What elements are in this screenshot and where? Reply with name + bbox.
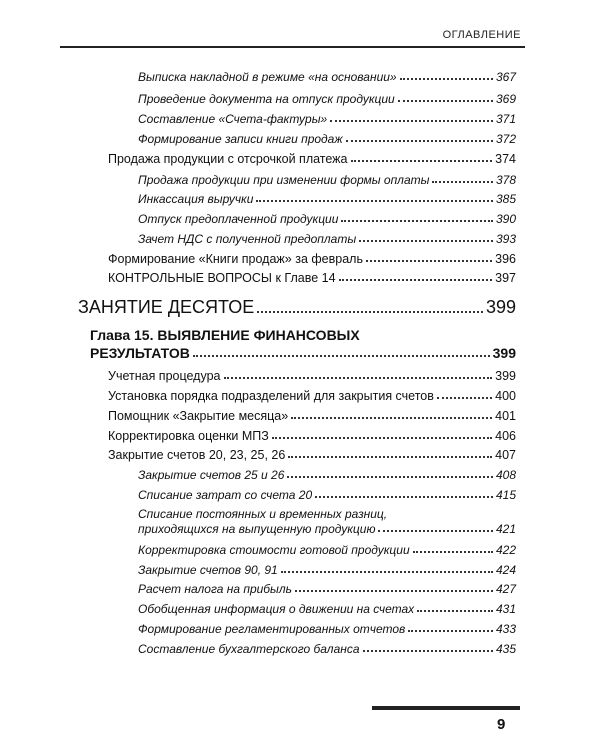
toc-entry-label: Формирование регламентированных отчетов [138, 622, 406, 636]
toc-entry-page: 396 [495, 252, 516, 266]
dot-leader [413, 551, 493, 553]
toc-entry-page: 427 [495, 582, 516, 596]
toc-entry[interactable] [108, 448, 516, 462]
toc-entry-page: 369 [495, 92, 516, 106]
footer-rule [372, 706, 520, 710]
page-number: 9 [497, 716, 506, 733]
toc-entry-label: Расчет налога на прибыль [138, 582, 292, 596]
toc-chapter-label: РЕЗУЛЬТАТОВ [90, 345, 190, 361]
toc-entry-label: Корректировка стоимости готовой продукции [138, 543, 410, 557]
dot-leader [398, 100, 493, 102]
dot-leader [359, 240, 493, 242]
toc-entry-page: 406 [495, 429, 516, 443]
dot-leader [291, 417, 492, 419]
toc-entry[interactable] [138, 563, 516, 577]
toc-entry[interactable] [138, 642, 516, 656]
toc-entry[interactable] [108, 252, 516, 266]
dot-leader [346, 140, 493, 142]
dot-leader [341, 220, 493, 222]
toc-entry[interactable] [138, 192, 516, 206]
dot-leader [339, 279, 493, 281]
toc-entry-label: Зачет НДС с полученной предоплаты [138, 232, 357, 246]
toc-entry-page: 422 [495, 543, 516, 557]
toc-entry-label: Обобщенная информация о движении на счетах [138, 602, 415, 616]
toc-entry[interactable] [138, 522, 516, 536]
toc-entry-page: 435 [495, 642, 516, 656]
toc-entry[interactable] [138, 488, 516, 502]
dot-leader [257, 311, 483, 313]
toc-entry-label: Отпуск предоплаченной продукции [138, 212, 339, 226]
toc-entry-page: 401 [495, 409, 516, 423]
dot-leader [400, 78, 493, 80]
header-title: ОГЛАВЛЕНИЕ [442, 29, 521, 41]
dot-leader [315, 496, 493, 498]
toc-entry[interactable] [138, 622, 516, 636]
toc-entry-page: 407 [495, 448, 516, 462]
toc-entry-label: КОНТРОЛЬНЫЕ ВОПРОСЫ к Главе 14 [108, 271, 336, 285]
dot-leader [378, 530, 493, 532]
toc-entry[interactable] [138, 70, 516, 84]
toc-entry-label: Продажа продукции с отсрочкой платежа [108, 152, 348, 166]
toc-entry-page: 424 [495, 563, 516, 577]
dot-leader [193, 355, 490, 357]
toc-entry-label: Инкассация выручки [138, 192, 254, 206]
toc-entry-label: Выписка накладной в режиме «на основании» [138, 70, 397, 84]
toc-lesson[interactable] [78, 297, 516, 318]
toc-entry-page: 397 [495, 271, 516, 285]
toc-entry-label: приходящихся на выпущенную продукцию [138, 522, 376, 536]
toc-entry[interactable] [138, 468, 516, 482]
toc-entry[interactable] [138, 582, 516, 596]
toc-entry[interactable] [138, 92, 516, 106]
toc-entry-label: Продажа продукции при изменении формы оплаты [138, 173, 430, 187]
toc-entry-page: 408 [495, 468, 516, 482]
toc-entry-page: 421 [495, 522, 516, 536]
toc-entry-page: 400 [495, 389, 516, 403]
dot-leader [417, 610, 493, 612]
dot-leader [408, 630, 493, 632]
toc-entry-page: 374 [495, 152, 516, 166]
dot-leader [351, 160, 493, 162]
dot-leader [366, 260, 492, 262]
toc-entry[interactable] [108, 271, 516, 285]
toc-entry-page: 385 [495, 192, 516, 206]
dot-leader [272, 437, 492, 439]
toc-entry-label: Проведение документа на отпуск продукции [138, 92, 395, 106]
toc-entry-page: 431 [495, 602, 516, 616]
toc-entry-label: Составление «Счета-фактуры» [138, 112, 328, 126]
toc-entry-label: Помощник «Закрытие месяца» [108, 409, 289, 423]
toc-entry[interactable] [138, 173, 516, 187]
toc-entry-page: 390 [495, 212, 516, 226]
toc-entry-label-line1[interactable]: Списание постоянных и временных разниц, [138, 507, 388, 521]
toc-entry[interactable] [108, 369, 516, 383]
toc-chapter-title[interactable]: Глава 15. ВЫЯВЛЕНИЕ ФИНАНСОВЫХ [90, 327, 360, 343]
toc-entry[interactable] [138, 543, 516, 557]
toc-entry-label: Составление бухгалтерского баланса [138, 642, 360, 656]
toc-entry[interactable] [138, 132, 516, 146]
toc-entry[interactable] [108, 389, 516, 403]
running-header [60, 28, 525, 48]
dot-leader [432, 181, 493, 183]
toc-entry[interactable] [108, 152, 516, 166]
toc-entry-label: Формирование «Книги продаж» за февраль [108, 252, 363, 266]
toc-entry[interactable] [108, 429, 516, 443]
dot-leader [288, 456, 492, 458]
toc-chapter-page: 399 [492, 345, 516, 361]
toc-lesson-page: 399 [485, 297, 516, 317]
toc-entry-label: Списание затрат со счета 20 [138, 488, 313, 502]
toc-entry-label: Корректировка оценки МПЗ [108, 429, 269, 443]
toc-entry-label: Учетная процедура [108, 369, 221, 383]
toc-entry-label: Формирование записи книги продаж [138, 132, 343, 146]
toc-entry-label: Установка порядка подразделений для закрытия счетов [108, 389, 434, 403]
toc-entry-label: Закрытие счетов 20, 23, 25, 26 [108, 448, 286, 462]
toc-entry[interactable] [138, 232, 516, 246]
toc-entry[interactable] [108, 409, 516, 423]
toc-entry[interactable] [138, 212, 516, 226]
dot-leader [287, 476, 493, 478]
toc-entry-page: 371 [495, 112, 516, 126]
toc-lesson-label: ЗАНЯТИЕ ДЕСЯТОЕ [78, 297, 255, 317]
toc-entry-page: 367 [495, 70, 516, 84]
toc-entry-page: 415 [495, 488, 516, 502]
dot-leader [437, 397, 492, 399]
toc-entry[interactable] [138, 112, 516, 126]
toc-entry-label: Закрытие счетов 25 и 26 [138, 468, 285, 482]
toc-entry-page: 399 [495, 369, 516, 383]
toc-entry-label: Закрытие счетов 90, 91 [138, 563, 278, 577]
dot-leader [224, 377, 493, 379]
toc-entry-page: 372 [495, 132, 516, 146]
toc-entry-page: 433 [495, 622, 516, 636]
dot-leader [330, 120, 493, 122]
dot-leader [256, 200, 493, 202]
toc-entry-page: 393 [495, 232, 516, 246]
toc-chapter[interactable] [90, 345, 516, 361]
dot-leader [295, 590, 493, 592]
toc-entry-page: 378 [495, 173, 516, 187]
toc-entry[interactable] [138, 602, 516, 616]
dot-leader [281, 571, 493, 573]
dot-leader [363, 650, 493, 652]
